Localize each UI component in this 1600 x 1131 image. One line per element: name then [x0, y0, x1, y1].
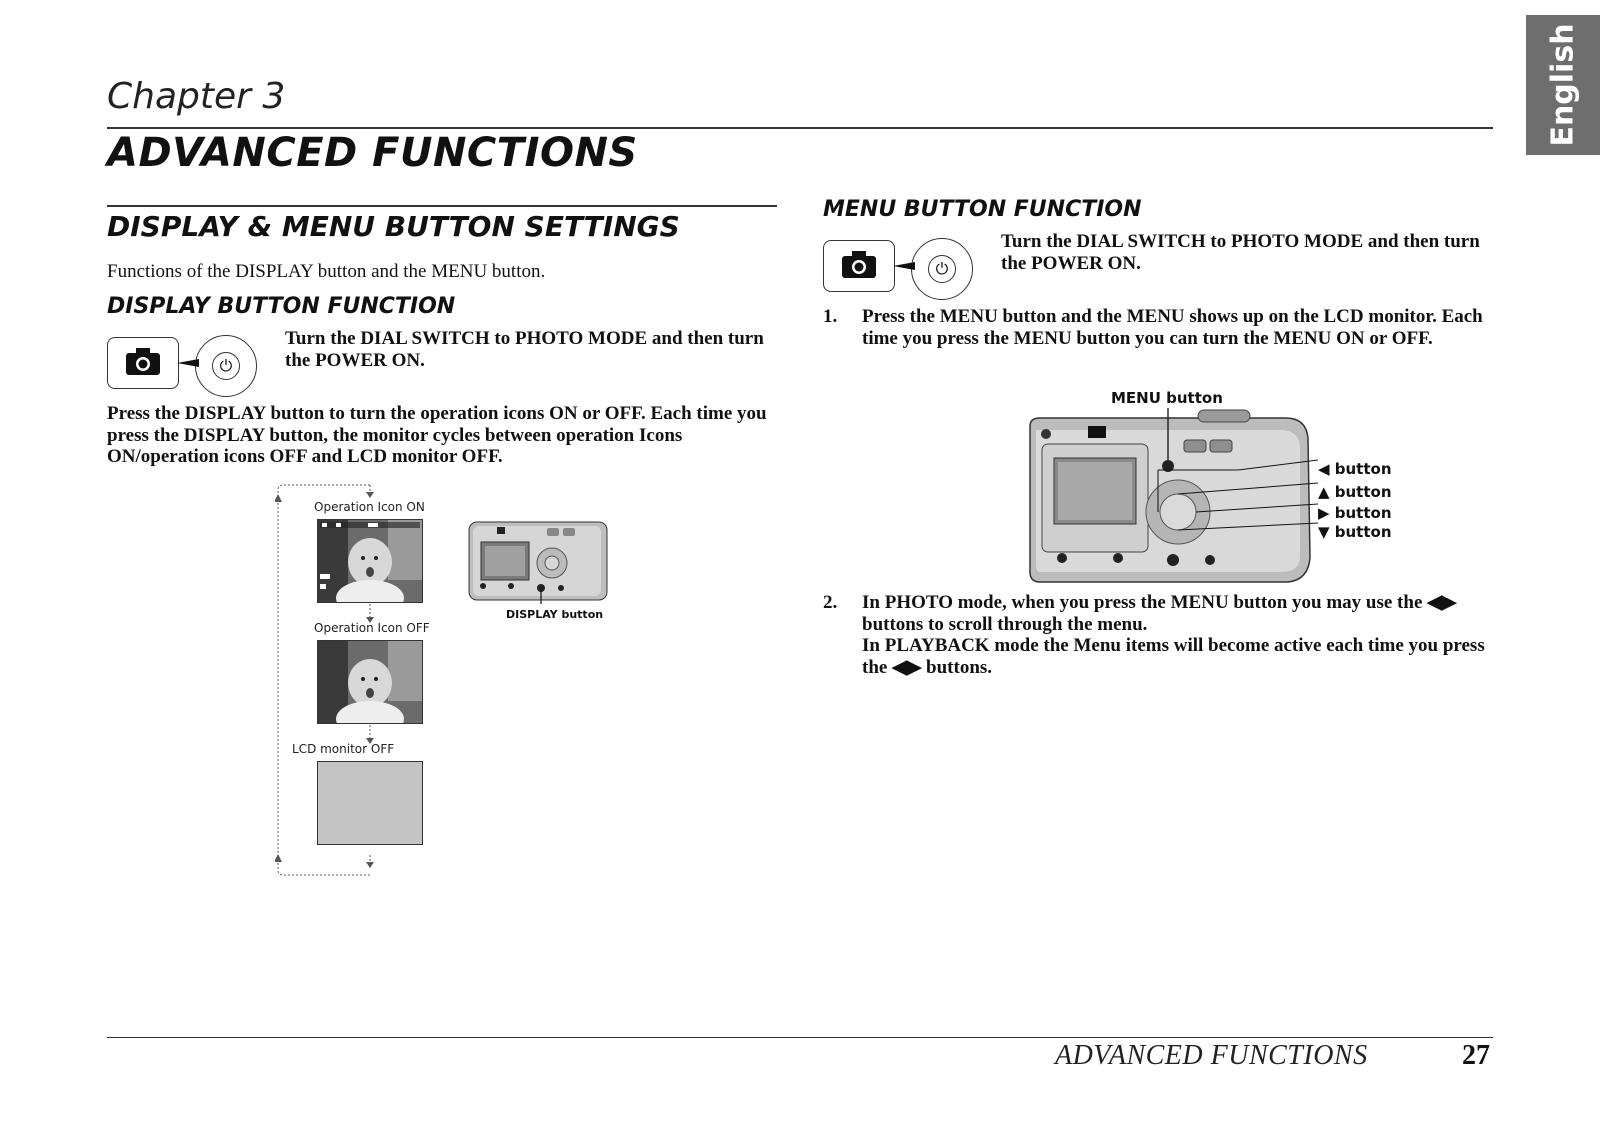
camera-mode-box	[107, 337, 179, 389]
photo-icon-on	[317, 519, 423, 603]
intro-text: Functions of the DISPLAY button and the MENU button.	[107, 261, 546, 282]
camera-icon	[108, 338, 178, 388]
camera-back-large-image	[1018, 408, 1318, 588]
dial-pointer-icon	[177, 357, 203, 369]
display-paragraph: Press the DISPLAY button to turn the operation icons ON or OFF. Each time you press the DISPLAY button, the monitor cycles between operation Icons ON/operation icons OFF and LCD monitor OFF.	[107, 403, 767, 467]
photo-icon-off	[317, 640, 423, 724]
footer-rule	[107, 1037, 1493, 1038]
header-rule	[107, 127, 1493, 129]
down-button-callout: ▼ button	[1318, 523, 1392, 541]
camera-icon	[824, 241, 894, 291]
language-tab	[1526, 15, 1600, 155]
display-function-title: DISPLAY BUTTON FUNCTION	[107, 294, 456, 319]
left-button-callout: ◀ button	[1318, 460, 1392, 478]
photo-lcd-off	[317, 761, 423, 845]
baby-photo-image	[318, 520, 422, 602]
menu-function-title: MENU BUTTON FUNCTION	[823, 197, 1142, 222]
dial-switch-diagram-menu	[823, 236, 973, 302]
page-title: ADVANCED FUNCTIONS	[107, 130, 638, 176]
camera-mode-box	[823, 240, 895, 292]
caption-lcd-off: LCD monitor OFF	[292, 742, 395, 756]
dial-ring	[911, 238, 973, 300]
menu-button-callout: MENU button	[1111, 389, 1223, 407]
caption-icon-on: Operation Icon ON	[314, 500, 425, 514]
page-number: 27	[1462, 1040, 1490, 1071]
section-rule	[107, 205, 777, 207]
step-1-text: Press the MENU button and the MENU shows up on the LCD monitor. Each time you press the MENU button you can turn the MENU ON or OFF.	[862, 306, 1483, 349]
dial-switch-diagram	[107, 333, 257, 399]
display-button-callout: DISPLAY button	[506, 608, 604, 621]
step-2-text: In PHOTO mode, when you press the MENU button you may use the ◀▶ buttons to scroll through the menu.	[862, 592, 1457, 635]
right-button-callout: ▶ button	[1318, 504, 1392, 522]
chapter-label: Chapter 3	[107, 76, 286, 117]
power-icon: ⏻	[212, 352, 240, 380]
footer-title: ADVANCED FUNCTIONS	[1055, 1040, 1368, 1071]
caption-icon-off: Operation Icon OFF	[314, 621, 430, 635]
step-1-number: 1.	[823, 306, 838, 327]
camera-back-small-image	[467, 518, 609, 604]
power-icon: ⏻	[928, 255, 956, 283]
display-dial-instruction: Turn the DIAL SWITCH to PHOTO MODE and then turn the POWER ON.	[285, 328, 764, 371]
step-2-number: 2.	[823, 592, 838, 613]
dial-ring	[195, 335, 257, 397]
baby-photo-image	[318, 641, 422, 723]
step-2-text-playback: In PLAYBACK mode the Menu items will become active each time you press the ◀▶ buttons.	[862, 635, 1485, 678]
dial-pointer-icon	[893, 260, 919, 272]
section-title: DISPLAY & MENU BUTTON SETTINGS	[107, 210, 680, 243]
menu-dial-instruction: Turn the DIAL SWITCH to PHOTO MODE and then turn the POWER ON.	[1001, 231, 1480, 274]
up-button-callout: ▲ button	[1318, 483, 1392, 501]
language-tab-label: English	[1545, 23, 1581, 147]
